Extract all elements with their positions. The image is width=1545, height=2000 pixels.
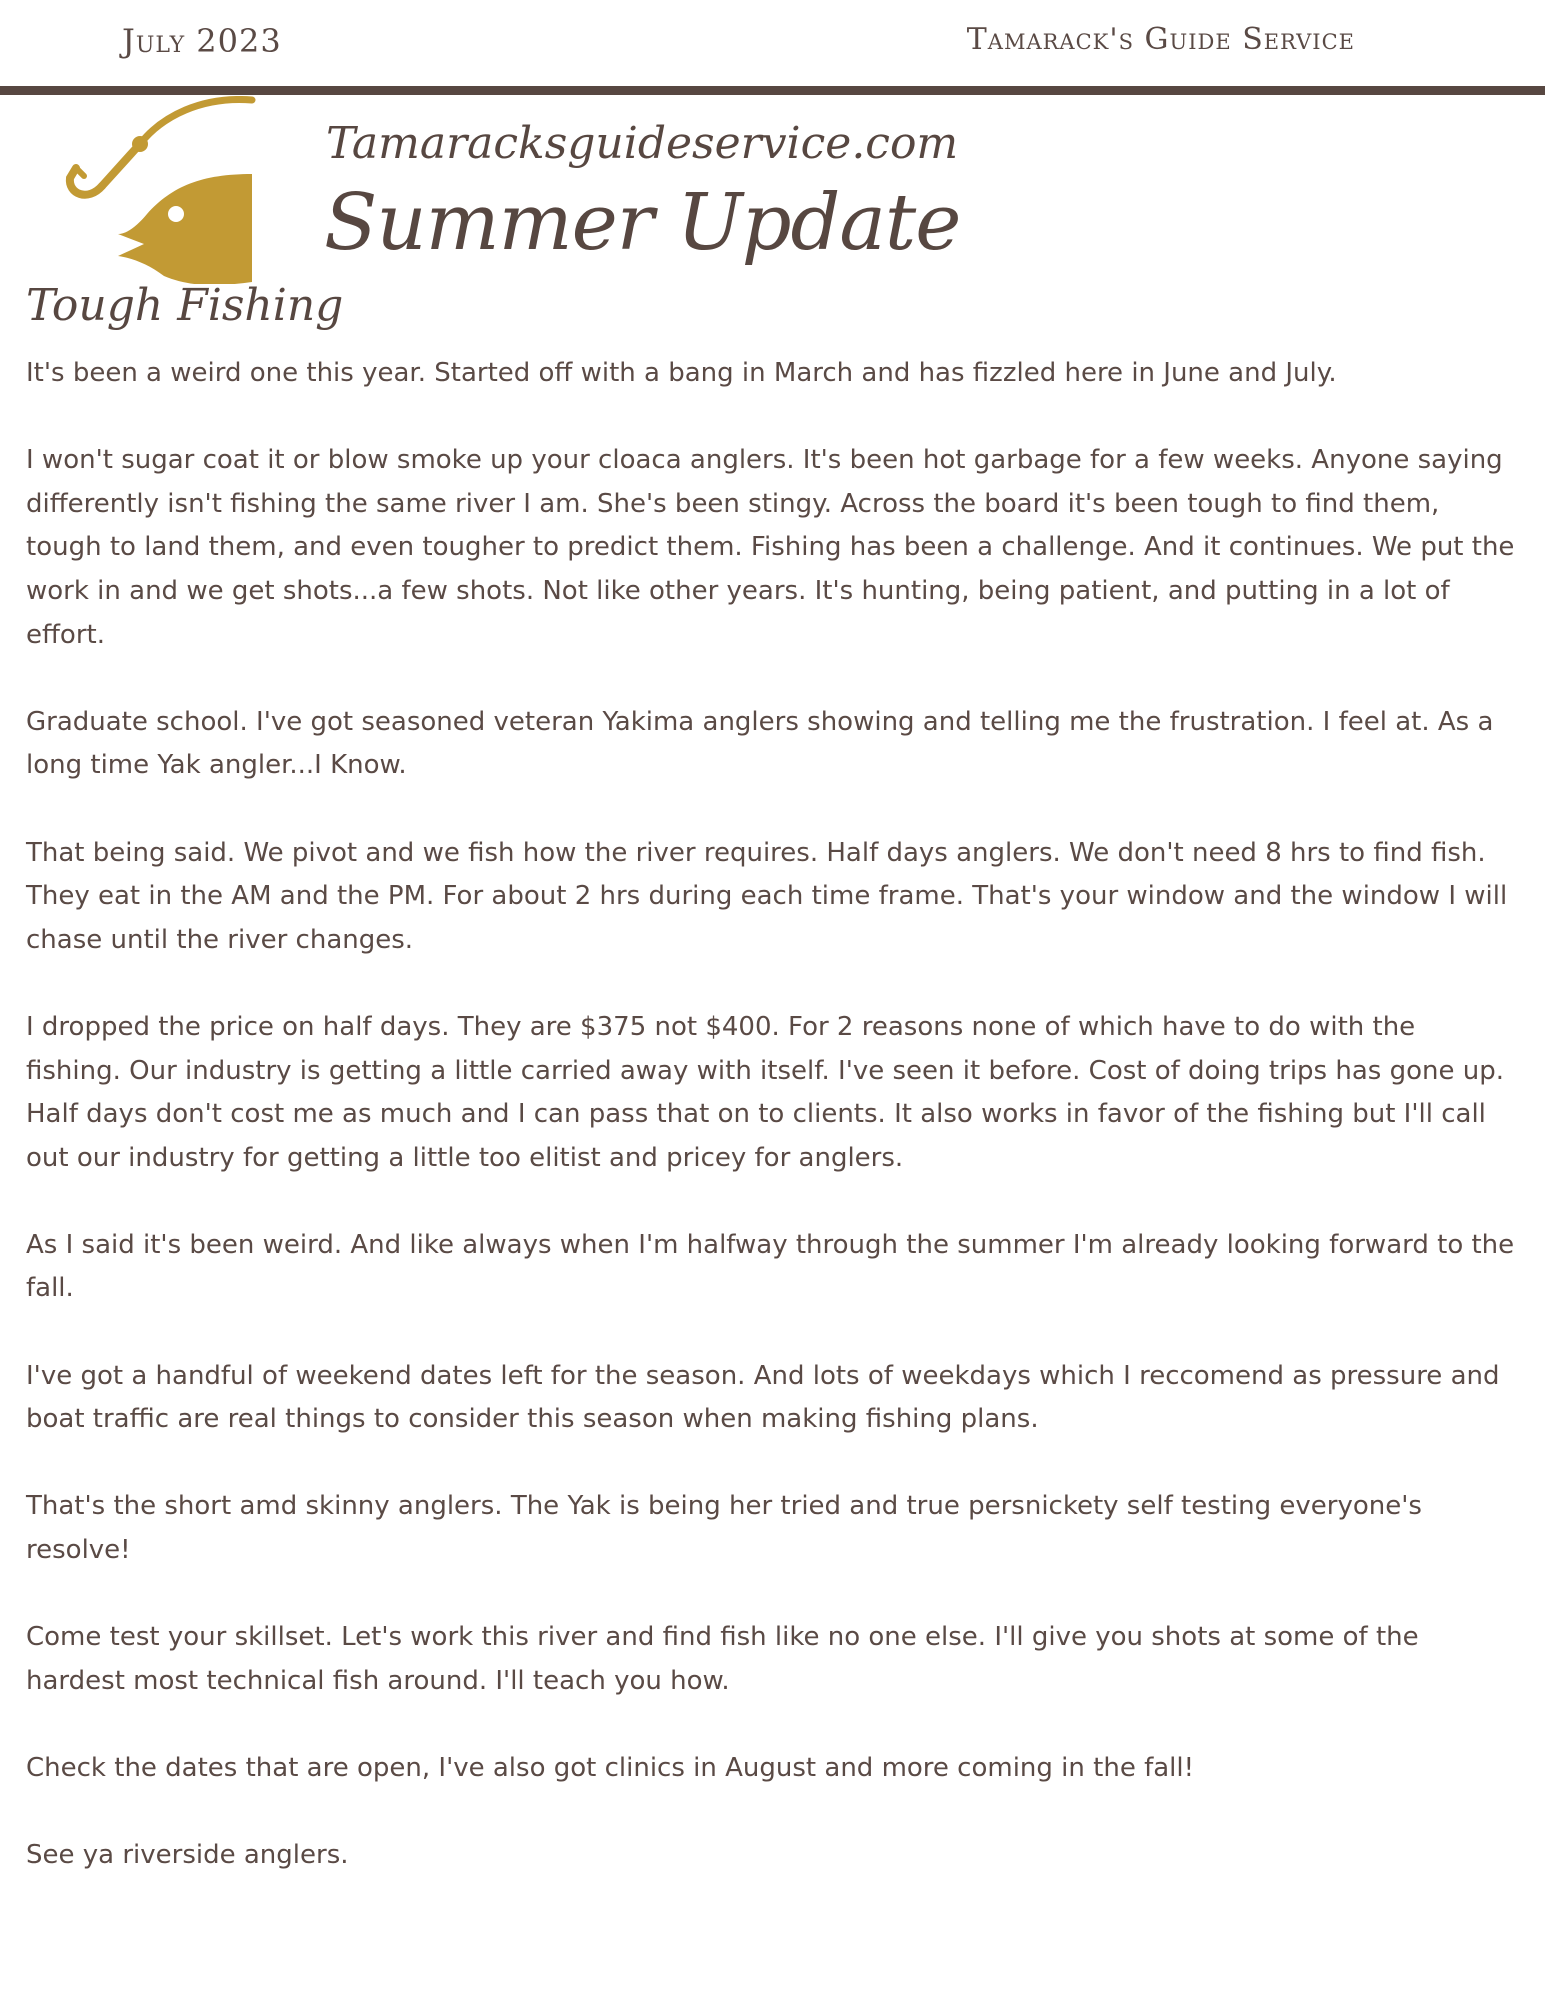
paragraph: I've got a handful of weekend dates left for the season. And lots of weekdays which I reccomend as pressure and boat traffic are real things to consider this season when making fishing plans.	[26, 1360, 1500, 1435]
paragraph: Graduate school. I've got seasoned veteran Yakima anglers showing and telling me the frustration. I feel at. As a long time Yak angler...I Know.	[26, 706, 1494, 781]
page-title: Summer Update	[324, 178, 961, 268]
paragraph: I dropped the price on half days. They are $375 not $400. For 2 reasons none of which have to do with the fishing. Our industry is getting a little carried away with itself. I've seen it before. Cost of doing trips has gone up. Half days don't cost me as much and I can pass that on to clients. It also works in favor of the fishing but I'll call out our industry for getting a little too elitist and pricey for anglers.	[26, 1011, 1504, 1173]
issue-date: July 2023	[122, 22, 282, 60]
paragraph: See ya riverside anglers.	[26, 1840, 349, 1871]
paragraph: As I said it's been weird. And like always when I'm halfway through the summer I'm already looking forward to the fall.	[26, 1229, 1515, 1304]
paragraph: Check the dates that are open, I've also got clinics in August and more coming in the fall!	[26, 1753, 1195, 1783]
company-name: Tamarack's Guide Service	[966, 22, 1355, 57]
article-body	[26, 352, 1516, 1921]
paragraph: Come test your skillset. Let's work this river and find fish like no one else. I'll give you shots at some of the hardest most technical fish around. I'll teach you how.	[26, 1622, 1419, 1696]
paragraph: That's the short amd skinny anglers. The Yak is being her tried and true persnickety self testing everyone's resolve!	[26, 1491, 1422, 1566]
header-divider	[0, 86, 1545, 95]
paragraph: That being said. We pivot and we fish how the river requires. Half days anglers. We don't need 8 hrs to find fish. They eat in the AM and the PM. For about 2 hrs during each time frame. That's your window and the window I will chase until the river changes.	[26, 837, 1508, 955]
section-heading: Tough Fishing	[26, 280, 344, 331]
paragraph: It's been a weird one this year. Started off with a bang in March and has fizzled here in June and July.	[26, 358, 1337, 388]
page-header	[0, 0, 1545, 88]
fish-hook-icon	[52, 96, 262, 284]
website-url: Tamaracksguideservice.com	[326, 118, 959, 169]
paragraph: I won't sugar coat it or blow smoke up your cloaca anglers. It's been hot garbage for a few weeks. Anyone saying differently isn't fishing the same river I am. She's been stingy. Across the board it's been tough to find them, tough to land them, and even tougher to predict them. Fishing has been a challenge. And it continues. We put the work in and we get shots...a few shots. Not like other years. It's hunting, being patient, and putting in a lot of effort.	[26, 445, 1515, 650]
